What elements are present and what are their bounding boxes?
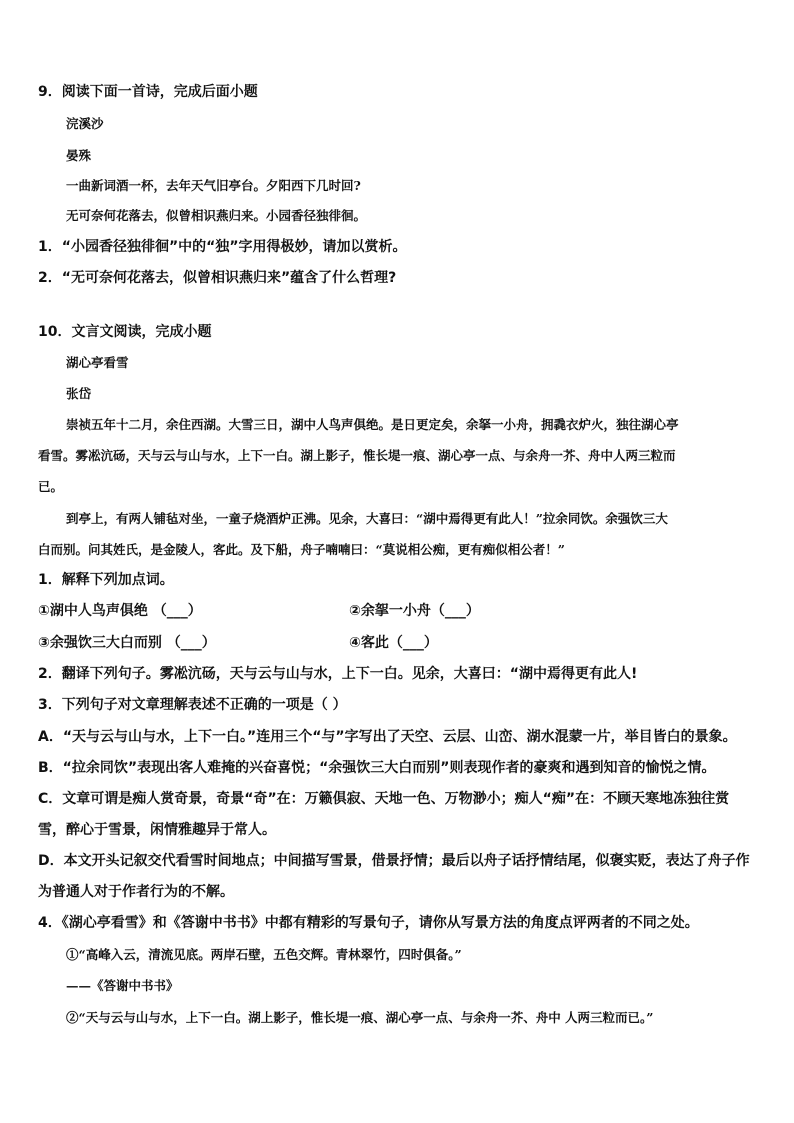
- text-title: 湖心亭看雪: [66, 355, 129, 370]
- poem-line-1: 一曲新词酒一杯，去年天气旧亭台。夕阳西下几时回?: [66, 178, 361, 193]
- quote-1: ①“高峰入云，清流见底。两岸石壁，五色交辉。青林翠竹，四时俱备。”: [66, 947, 462, 962]
- option-c-line-1: C．文章可谓是痴人赏奇景，奇景“奇”在：万籁俱寂、天地一色、万物渺小；痴人“痴”在：不顾天寒地冻独往赏: [38, 791, 730, 807]
- para2-line-1: 到亭上，有两人铺毡对坐，一童子烧酒炉正沸。见余，大喜曰：“湖中焉得更有此人！”拉余同饮。余强饮三大: [66, 511, 668, 526]
- quote-1-source: ——《答谢中书书》: [66, 978, 179, 993]
- q10-sub1-item-2: ②余挐一小舟（___）: [349, 603, 480, 619]
- q10-sub1-item-1: ①湖中人鸟声俱绝 （___）: [38, 603, 202, 619]
- q9-heading: 9．阅读下面一首诗，完成后面小题: [38, 84, 258, 100]
- poem-author: 晏殊: [66, 148, 92, 163]
- q10-sub1-item-4: ④客此（___）: [349, 635, 438, 651]
- option-d-line-1: D．本文开头记叙交代看雪时间地点；中间描写雪景，借景抒情；最后以舟子话抒情结尾，似褒实贬，表达了舟子作: [38, 853, 750, 869]
- para1-line-3: 已。: [38, 479, 64, 494]
- quote-2: ②“天与云与山与水，上下一白。湖上影子，惟长堤一痕、湖心亭一点、与余舟一芥、舟中 人两三粒而已。”: [66, 1010, 654, 1025]
- q10-sub1-item-3: ③余强饮三大白而别 （___）: [38, 635, 216, 651]
- q10-heading: 10．文言文阅读，完成小题: [38, 324, 212, 340]
- q9-sub-question-2: 2．“无可奈何花落去，似曾相识燕归来”蕴含了什么哲理?: [38, 270, 397, 286]
- q9-sub-question-1: 1．“小园香径独徘徊”中的“独”字用得极妙，请加以赏析。: [38, 239, 407, 255]
- q10-sub1-row-2: [38, 633, 774, 653]
- q10-sub-question-2: 2．翻译下列句子。雾凇沆砀，天与云与山与水，上下一白。见余，大喜曰：“湖中焉得更有此人!: [38, 666, 638, 682]
- text-author: 张岱: [66, 386, 92, 401]
- q10-sub-question-1: 1．解释下列加点词。: [38, 572, 174, 588]
- option-c-line-2: 雪，醉心于雪景，闲情雅趣异于常人。: [38, 822, 276, 838]
- para2-line-2: 白而别。问其姓氏，是金陵人，客此。及下船，舟子喃喃曰：“莫说相公痴，更有痴似相公者！”: [38, 542, 565, 557]
- option-b: B．“拉余同饮”表现出客人难掩的兴奋喜悦；“余强饮三大白而别”则表现作者的豪爽和遇到知音的愉悦之情。: [38, 760, 716, 776]
- para1-line-1: 崇祯五年十二月，余住西湖。大雪三日，湖中人鸟声俱绝。是日更定矣，余拏一小舟，拥毳衣炉火，独往湖心亭: [66, 417, 679, 432]
- poem-line-2: 无可奈何花落去，似曾相识燕归来。小园香径独徘徊。: [66, 208, 367, 223]
- para1-line-2: 看雪。雾凇沆砀，天与云与山与水，上下一白。湖上影子，惟长堤一痕、湖心亭一点、与余舟一芥、舟中人两三粒而: [38, 448, 676, 463]
- q10-sub-question-3: 3．下列句子对文章理解表述不正确的一项是（ ）: [38, 697, 347, 713]
- option-d-line-2: 为普通人对于作者行为的不解。: [38, 884, 234, 900]
- poem-title: 浣溪沙: [66, 116, 104, 131]
- option-a: A．“天与云与山与水，上下一白。”连用三个“与”字写出了天空、云层、山峦、湖水混蒙一片，举目皆白的景象。: [38, 729, 737, 745]
- q10-sub1-row-1: [38, 601, 774, 621]
- q10-sub-question-4: 4．《湖心亭看雪》和《答谢中书书》中都有精彩的写景句子，请你从写景方法的角度点评两者的不同之处。: [38, 915, 699, 931]
